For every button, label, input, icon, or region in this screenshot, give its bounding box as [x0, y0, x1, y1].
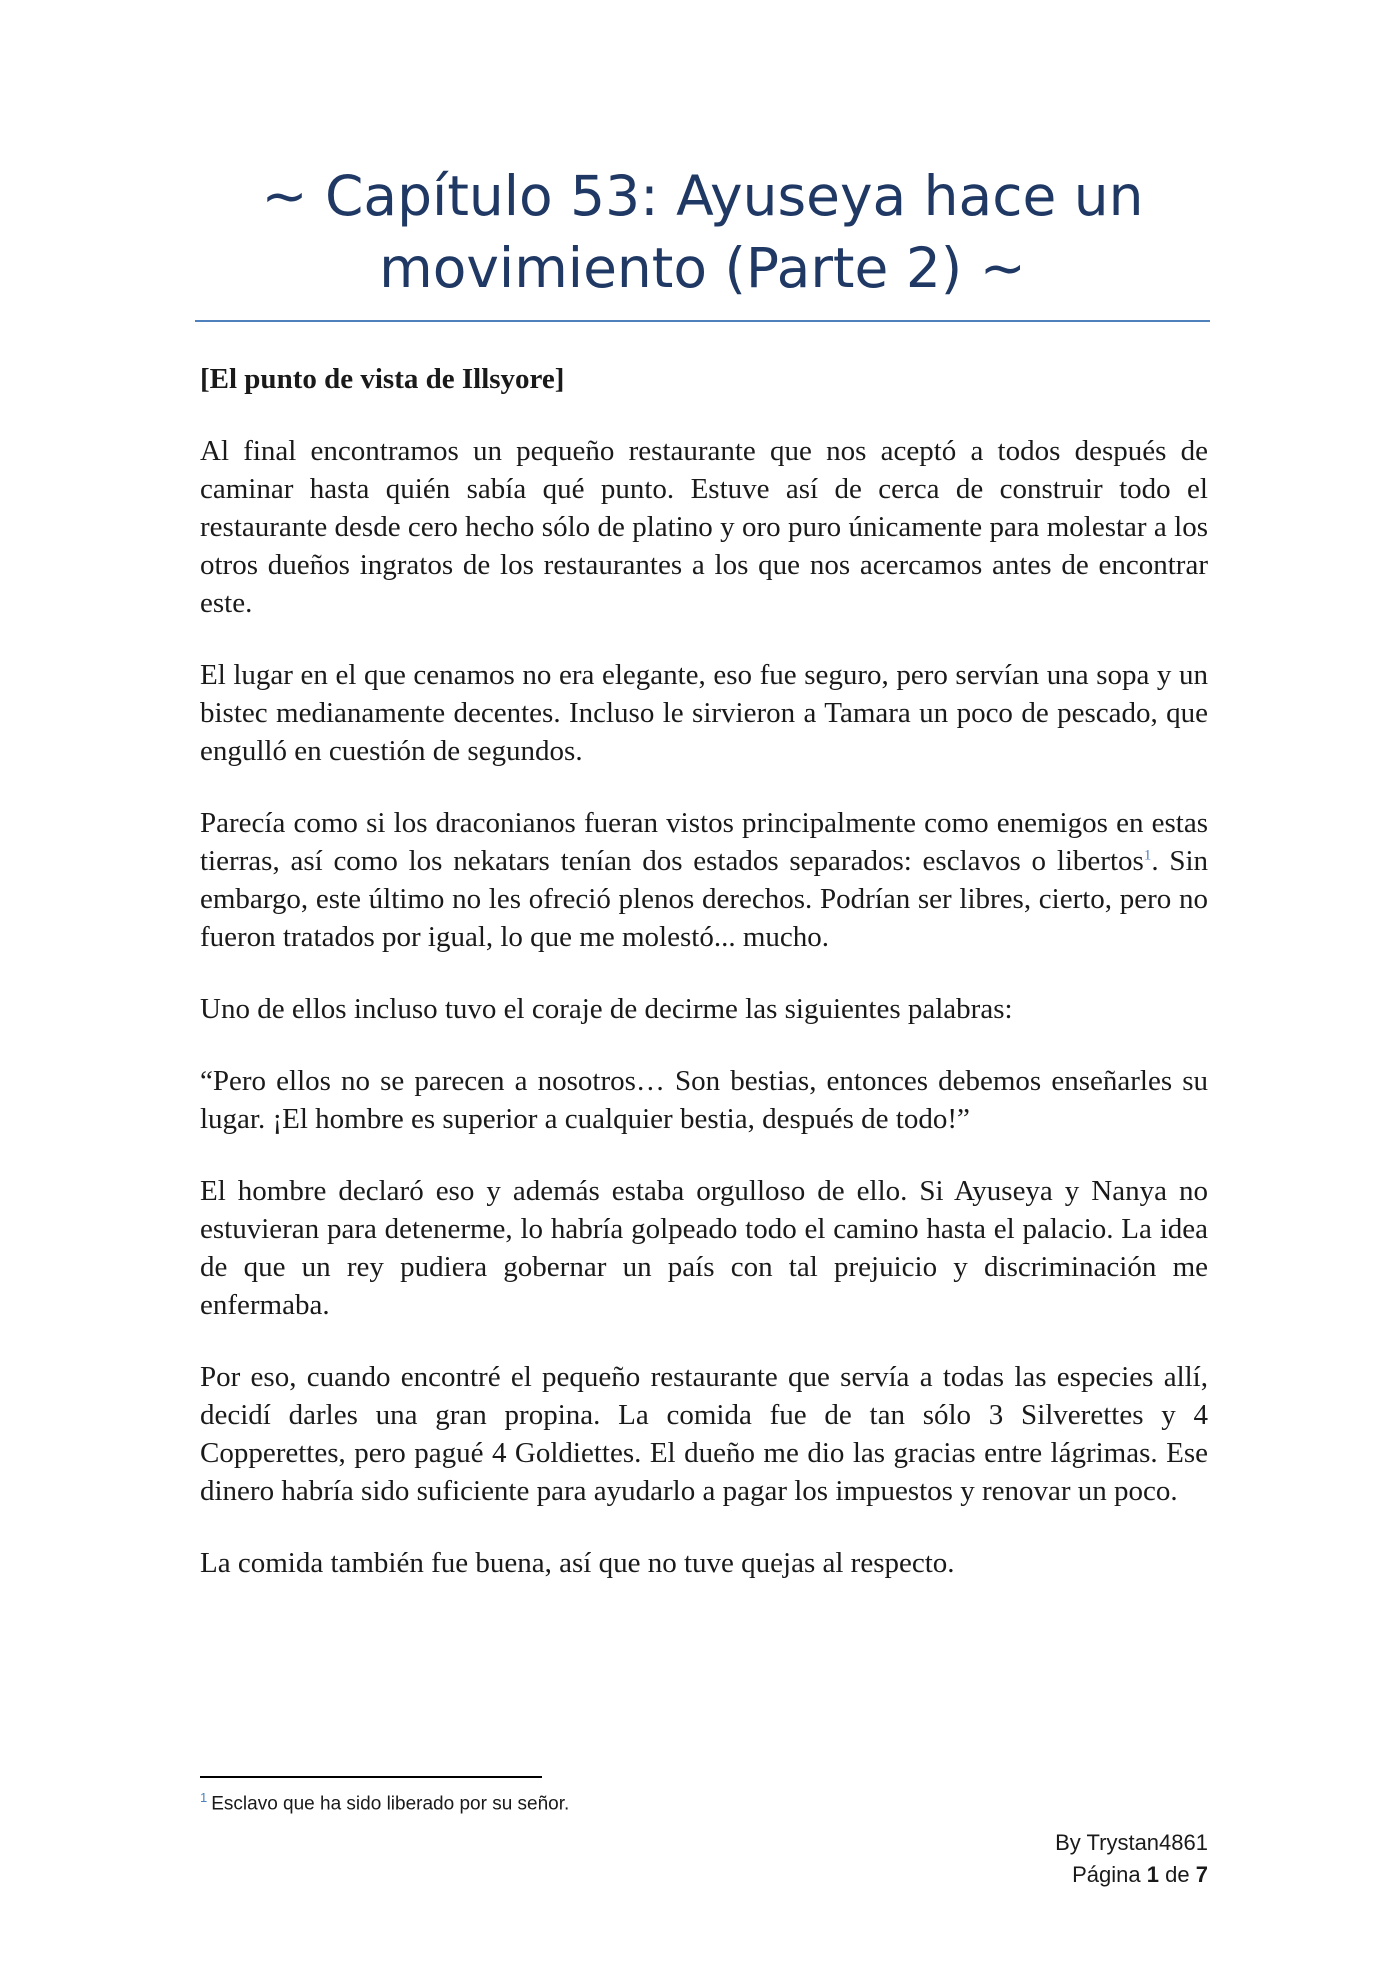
page-of-label: de: [1165, 1862, 1190, 1887]
chapter-body: [200, 360, 1208, 1616]
page-label: Página: [1072, 1862, 1141, 1887]
chapter-title: [195, 160, 1210, 304]
current-page: 1: [1146, 1862, 1160, 1887]
paragraph-1: Al final encontramos un pequeño restaurante que nos aceptó a todos después de caminar hasta quién sabía qué punto. Estuve así de cerca de construir todo el restaurante desde cero hecho sólo de platino y oro puro únicamente para molestar a los otros dueños ingratos de los restaurantes a los que nos acercamos antes de encontrar este.: [200, 435, 1208, 619]
footnote-text: Esclavo que ha sido liberado por su señor.: [211, 1793, 570, 1815]
paragraph-3-part-a: Parecía como si los draconianos fueran vistos principalmente como enemigos en estas tierras, así como los nekatars tenían dos estados separados: esclavos o libertos: [200, 807, 1208, 877]
chapter-title-line-2: movimiento (Parte 2) ~: [379, 236, 1026, 300]
paragraph-3: [200, 804, 1208, 956]
page-footer: [1055, 1827, 1208, 1891]
paragraph-8: La comida también fue buena, así que no tuve quejas al respecto.: [200, 1547, 955, 1579]
paragraph-7: Por eso, cuando encontré el pequeño restaurante que servía a todas las especies allí, decidí darles una gran propina. La comida fue de tan sólo 3 Silverettes y 4 Copperettes, pero pagué 4 Goldiettes. El dueño me dio las gracias entre lágrimas. Ese dinero habría sido suficiente para ayudarlo a pagar los impuestos y renovar un poco.: [200, 1361, 1208, 1507]
title-underline: [195, 320, 1210, 322]
footnote-number: 1: [200, 1790, 208, 1805]
paragraph-5-quote: “Pero ellos no se parecen a nosotros… Son bestias, entonces debemos enseñarles su lugar. ¡El hombre es superior a cualquier bestia, después de todo!”: [200, 1065, 1208, 1135]
paragraph-4: Uno de ellos incluso tuvo el coraje de decirme las siguientes palabras:: [200, 993, 1013, 1025]
pov-heading: [El punto de vista de Illsyore]: [200, 363, 565, 395]
paragraph-6: El hombre declaró eso y además estaba orgulloso de ello. Si Ayuseya y Nanya no estuvieran para detenerme, lo habría golpeado todo el camino hasta el palacio. La idea de que un rey pudiera gobernar un país con tal prejuicio y discriminación me enfermaba.: [200, 1175, 1208, 1321]
paragraph-3-part-b: . Sin embargo, este último no les ofreció plenos derechos. Podrían ser libres, cierto, pero no fueron tratados por igual, lo que me molestó... mucho.: [200, 845, 1209, 953]
footnote-reference[interactable]: 1: [1143, 847, 1152, 864]
footer-author: By Trystan4861: [1055, 1830, 1208, 1855]
total-pages: 7: [1195, 1862, 1208, 1887]
paragraph-2: El lugar en el que cenamos no era elegante, eso fue seguro, pero servían una sopa y un bistec medianamente decentes. Incluso le sirvieron a Tamara un poco de pescado, que engulló en cuestión de segundos.: [200, 659, 1208, 767]
footnote-separator: [200, 1776, 542, 1778]
footnote: [200, 1790, 569, 1815]
footer-page-number: [1055, 1859, 1208, 1891]
chapter-title-line-1: ~ Capítulo 53: Ayuseya hace un: [261, 164, 1144, 228]
